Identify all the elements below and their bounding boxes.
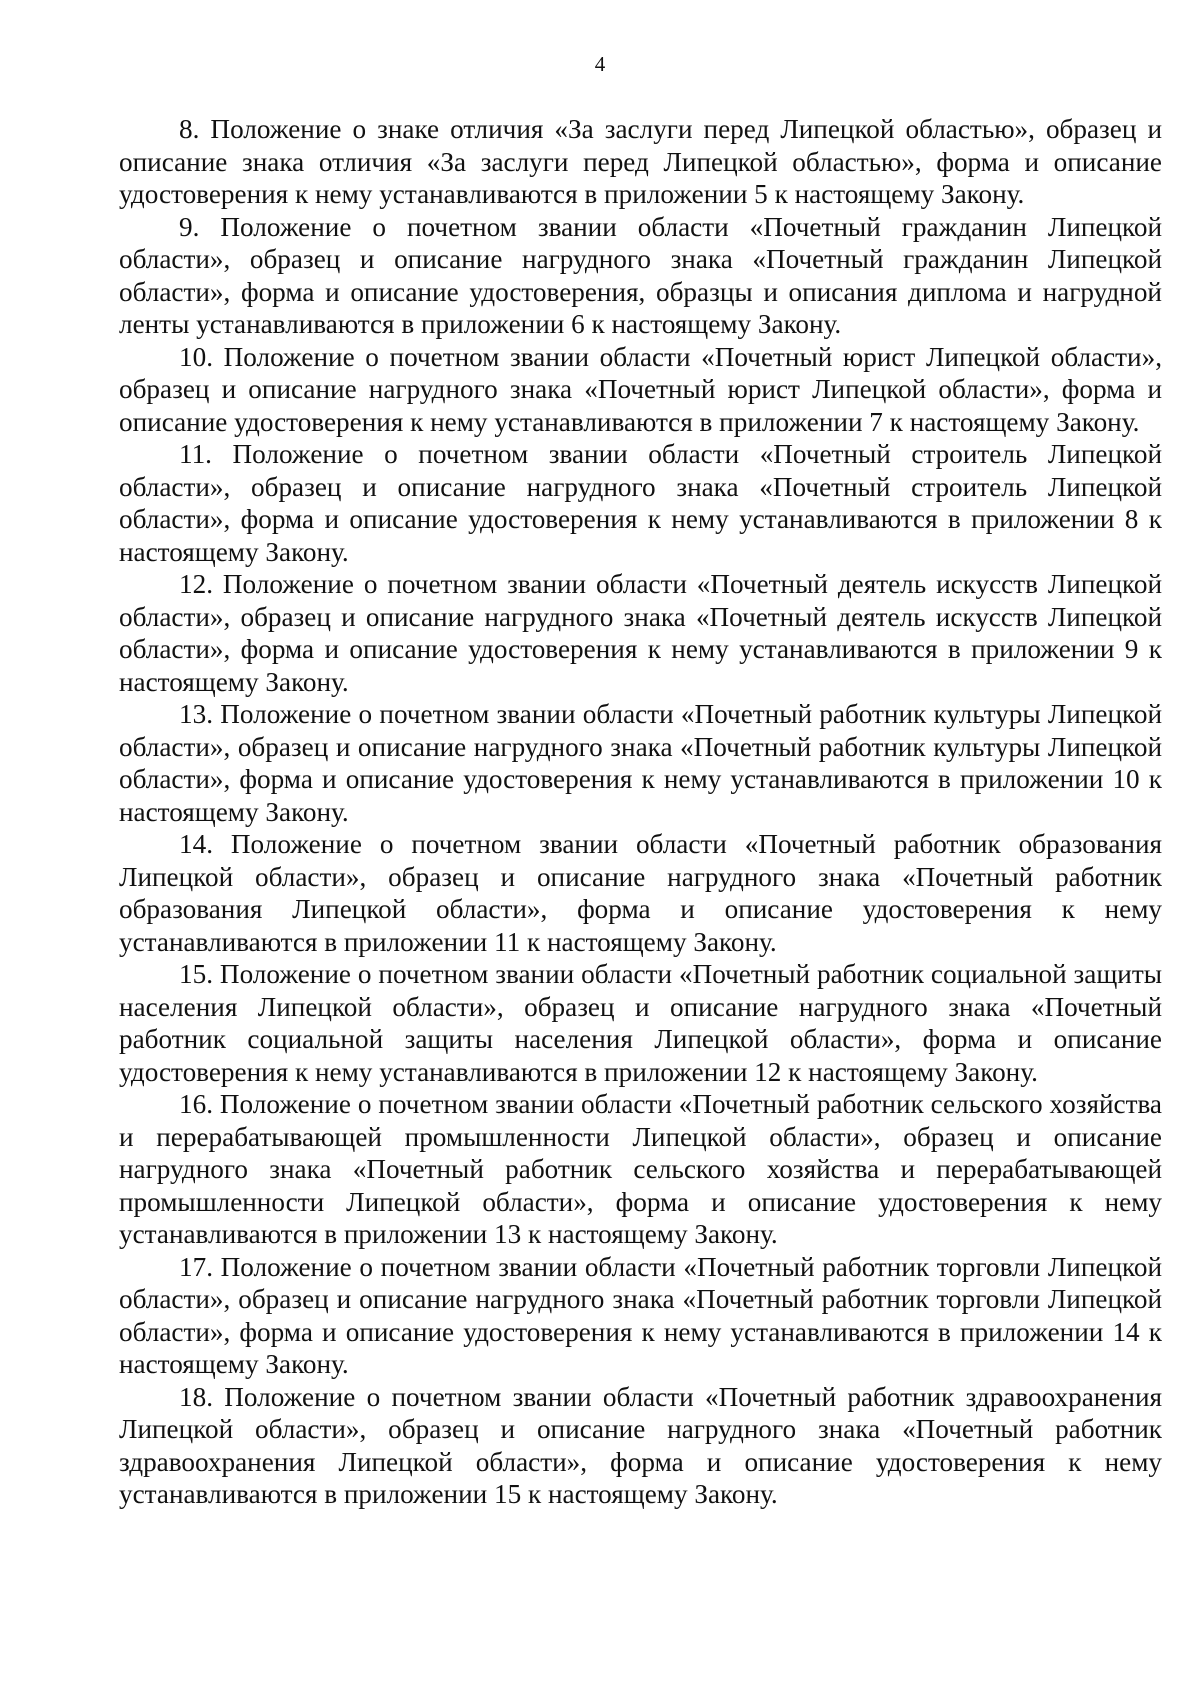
page-number: 4 <box>594 52 606 76</box>
paragraph-item-13: 13. Положение о почетном звании области «Почетный работник культуры Липецкой области», образец и описание нагрудного знака «Почетный работник культуры Липецкой области», форма и описание удостоверения к нему устанавливаются в приложении 10 к настоящему Закону. <box>119 699 1162 827</box>
paragraph-item-16: 16. Положение о почетном звании области «Почетный работник сельского хозяйства и перерабатывающей промышленности Липецкой области», образец и описание нагрудного знака «Почетный работник сельского хозяйства и перерабатывающей промышленности Липецкой области», форма и описание удостоверения к нему устанавливаются в приложении 13 к настоящему Закону. <box>119 1089 1162 1249</box>
paragraph-item-15: 15. Положение о почетном звании области «Почетный работник социальной защиты населения Липецкой области», образец и описание нагрудного знака «Почетный работник социальной защиты населения Липецкой области», форма и описание удостоверения к нему устанавливаются в приложении 12 к настоящему Закону. <box>119 959 1162 1087</box>
paragraph-item-14: 14. Положение о почетном звании области «Почетный работник образования Липецкой области», образец и описание нагрудного знака «Почетный работник образования Липецкой области», форма и описание удостоверения к нему устанавливаются в приложении 11 к настоящему Закону. <box>119 829 1162 957</box>
paragraph-item-18: 18. Положение о почетном звании области «Почетный работник здравоохранения Липецкой области», образец и описание нагрудного знака «Почетный работник здравоохранения Липецкой области», форма и описание удостоверения к нему устанавливаются в приложении 15 к настоящему Закону. <box>119 1381 1162 1509</box>
document-body <box>119 113 1162 1511</box>
paragraph-item-11: 11. Положение о почетном звании области «Почетный строитель Липецкой области», образец и описание нагрудного знака «Почетный строитель Липецкой области», форма и описание удостоверения к нему устанавливаются в приложении 8 к настоящему Закону. <box>119 439 1162 567</box>
paragraph-item-17: 17. Положение о почетном звании области «Почетный работник торговли Липецкой области», образец и описание нагрудного знака «Почетный работник торговли Липецкой области», форма и описание удостоверения к нему устанавливаются в приложении 14 к настоящему Закону. <box>119 1251 1162 1379</box>
paragraph-item-12: 12. Положение о почетном звании области «Почетный деятель искусств Липецкой области», образец и описание нагрудного знака «Почетный деятель искусств Липецкой области», форма и описание удостоверения к нему устанавливаются в приложении 9 к настоящему Закону. <box>119 569 1162 697</box>
paragraph-item-8: 8. Положение о знаке отличия «За заслуги перед Липецкой областью», образец и описание знака отличия «За заслуги перед Липецкой областью», форма и описание удостоверения к нему устанавливаются в приложении 5 к настоящему Закону. <box>119 114 1162 209</box>
paragraph-item-10: 10. Положение о почетном звании области «Почетный юрист Липецкой области», образец и описание нагрудного знака «Почетный юрист Липецкой области», форма и описание удостоверения к нему устанавливаются в приложении 7 к настоящему Закону. <box>119 341 1162 437</box>
paragraph-item-9: 9. Положение о почетном звании области «Почетный гражданин Липецкой области», образец и описание нагрудного знака «Почетный гражданин Липецкой области», форма и описание удостоверения, образцы и описания диплома и нагрудной ленты устанавливаются в приложении 6 к настоящему Закону. <box>119 211 1162 339</box>
